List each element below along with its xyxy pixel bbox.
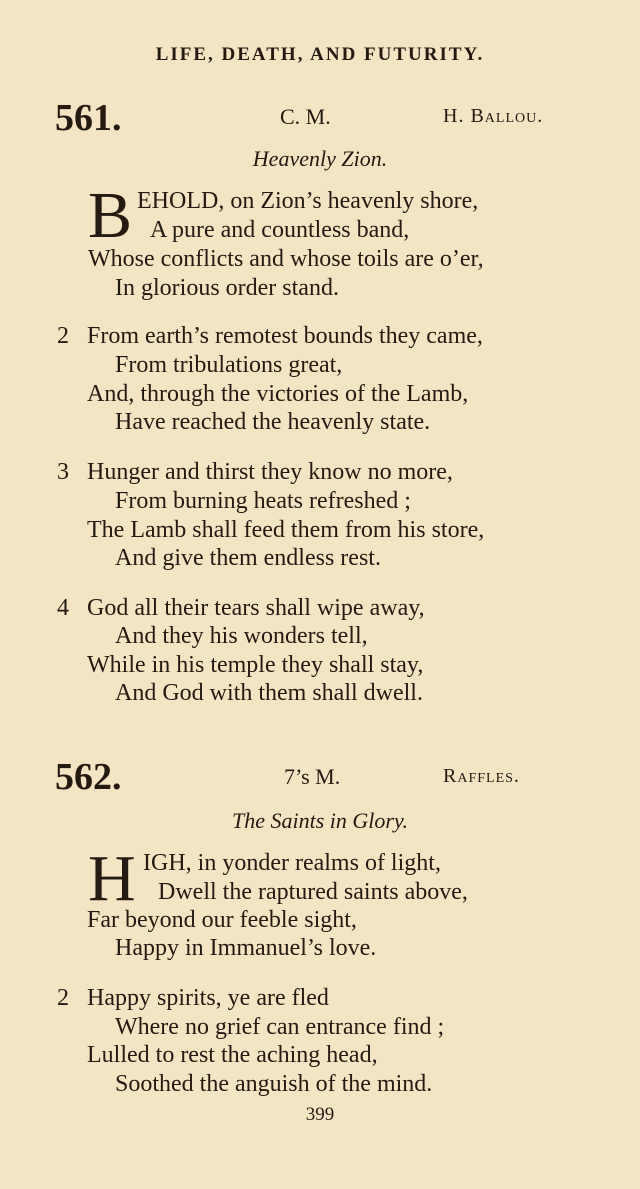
verse-number: 3	[57, 459, 69, 485]
verse-line: From earth’s remotest bounds they came,	[87, 323, 483, 349]
hymn-meter: 7’s M.	[284, 764, 341, 789]
verse-line: Happy in Immanuel’s love.	[115, 935, 377, 961]
hymn-title: Heavenly Zion.	[252, 146, 388, 171]
verse-line: God all their tears shall wipe away,	[87, 595, 425, 621]
running-head: LIFE, DEATH, AND FUTURITY.	[155, 44, 485, 65]
verse-line: Lulled to rest the aching head,	[87, 1042, 378, 1068]
hymn-title: The Saints in Glory.	[231, 808, 408, 833]
verse-line: From tribulations great,	[115, 352, 343, 378]
verse-line: And they his wonders tell,	[115, 623, 368, 649]
verse-line: Soothed the anguish of the mind.	[115, 1071, 433, 1097]
verse-line: Dwell the raptured saints above,	[158, 879, 468, 905]
verse-number: 4	[57, 595, 69, 621]
page-number: 399	[305, 1104, 335, 1125]
verse-line: Have reached the heavenly state.	[115, 409, 431, 435]
hymn-number: 562.	[55, 756, 122, 798]
hymn-meter: C. M.	[280, 104, 331, 129]
verse-line: And God with them shall dwell.	[115, 680, 423, 706]
verse-line: Hunger and thirst they know no more,	[87, 459, 453, 485]
verse-line: A pure and countless band,	[150, 217, 410, 243]
verse-line: Happy spirits, ye are fled	[87, 985, 329, 1011]
hymn-header	[0, 96, 640, 146]
verse-line: In glorious order stand.	[115, 275, 339, 301]
verse-number: 2	[57, 985, 69, 1011]
verse-line: Where no grief can entrance find ;	[115, 1014, 445, 1040]
verse-line: From burning heats refreshed ;	[115, 488, 411, 514]
verse-line: The Lamb shall feed them from his store,	[87, 517, 485, 543]
hymn-header	[0, 755, 640, 805]
verse-line: Whose conflicts and whose toils are o’er,	[88, 246, 484, 272]
drop-cap: B	[88, 179, 133, 252]
verse-line: While in his temple they shall stay,	[87, 652, 424, 678]
hymn-number: 561.	[55, 97, 122, 139]
verse-line: And, through the victories of the Lamb,	[87, 381, 469, 407]
drop-cap: H	[88, 842, 136, 915]
hymn-composer: Raffles.	[443, 765, 520, 787]
verse-line: Far beyond our feeble sight,	[87, 907, 357, 933]
verse-line: And give them endless rest.	[115, 545, 381, 571]
verse-line: EHOLD, on Zion’s heavenly shore,	[137, 188, 479, 214]
hymn-composer: H. Ballou.	[443, 105, 544, 127]
verse-line: IGH, in yonder realms of light,	[143, 850, 441, 876]
verse-number: 2	[57, 323, 69, 349]
